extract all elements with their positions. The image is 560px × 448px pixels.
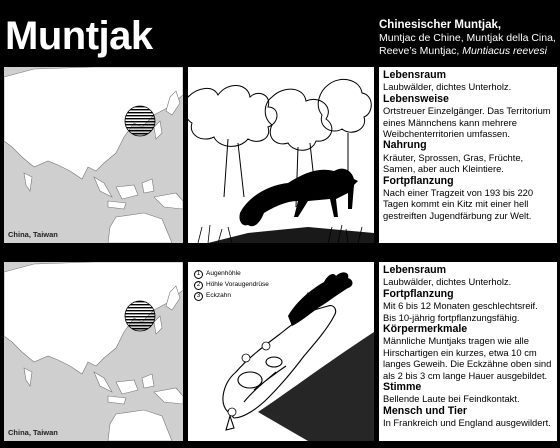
section-heading-stimme: Stimme (383, 381, 422, 394)
species-name-english: Reeve’s Muntjac, (379, 45, 460, 57)
section-text-koerpermerkmale: Männliche Muntjaks tragen wie alle Hirschartigen ein kurzes, etwa 10 cm langes Geweih. Die Eckzähne oben sind als 2 bis 3 cm lange Hauer ausgebildet. (383, 335, 552, 381)
species-names (379, 19, 559, 58)
section-text-lebensraum: Laubwälder, dichtes Unterholz. (383, 276, 512, 288)
section-heading-fortpflanzung: Fortpflanzung (383, 174, 454, 187)
section-text-mensch-und-tier: In Frankreich und England ausgewildert. (383, 417, 551, 429)
section-heading-fortpflanzung: Fortpflanzung (383, 287, 454, 300)
section-heading-mensch-und-tier: Mensch und Tier (383, 404, 467, 417)
section-heading-koerpermerkmale: Körpermerkmale (383, 323, 468, 336)
legend-number: 1 (194, 270, 203, 279)
legend-label: Eckzahn (206, 292, 231, 299)
section-text-stimme: Bellende Laute bei Feindkontakt. (383, 393, 520, 405)
section-heading-lebensraum: Lebensraum (383, 69, 446, 81)
deer-grazing-illustration (188, 67, 374, 243)
section-heading-lebensraum: Lebensraum (383, 264, 446, 276)
section-heading-nahrung: Nahrung (383, 139, 427, 152)
section-text-lebensweise: Ortstreuer Einzelgänger. Das Territorium eines Männchens kann mehrere Weibchenterritorien umfassen. (383, 105, 551, 140)
species-name-primary: Chinesischer Muntjak, (379, 19, 502, 31)
legend-number: 3 (194, 292, 203, 301)
page-title: Muntjak (5, 14, 153, 58)
distribution-map-1 (4, 67, 183, 243)
species-name-alt: Muntjac de Chine, Muntjak della Cina, (379, 32, 556, 44)
asia-map-graphic (4, 67, 183, 243)
legend-number: 2 (194, 281, 203, 290)
illustration-deer (188, 67, 374, 243)
info-text-1 (379, 67, 557, 243)
distribution-map-2 (4, 262, 183, 441)
legend-label: Augenhöhle (206, 270, 241, 277)
asia-map-graphic (4, 262, 183, 441)
info-text-2 (379, 262, 557, 441)
legend-label: Höhle Voraugendrüse (206, 281, 269, 288)
species-name-latin: Muntiacus reevesi (462, 45, 547, 57)
section-text-nahrung: Kräuter, Sprossen, Gras, Früchte, Samen, aber auch Kleintiere. (383, 151, 524, 175)
section-text-fortpflanzung: Nach einer Tragzeit von 193 bis 220 Tagen kommt ein Kitz mit einer hell gestreiften Jugendfärbung zur Welt. (383, 187, 534, 221)
section-text-fortpflanzung: Mit 6 bis 12 Monaten geschlechtsreif. Bis 10-jährig fortpflanzungsfähig. (383, 300, 538, 323)
illustration-skull (188, 262, 374, 441)
map-region-label: China, Taiwan (8, 230, 58, 239)
skull-legend (194, 268, 269, 301)
map-region-label: China, Taiwan (8, 428, 58, 437)
section-text-lebensraum: Laubwälder, dichtes Unterholz. (383, 81, 512, 93)
section-heading-lebensweise: Lebensweise (383, 92, 449, 105)
